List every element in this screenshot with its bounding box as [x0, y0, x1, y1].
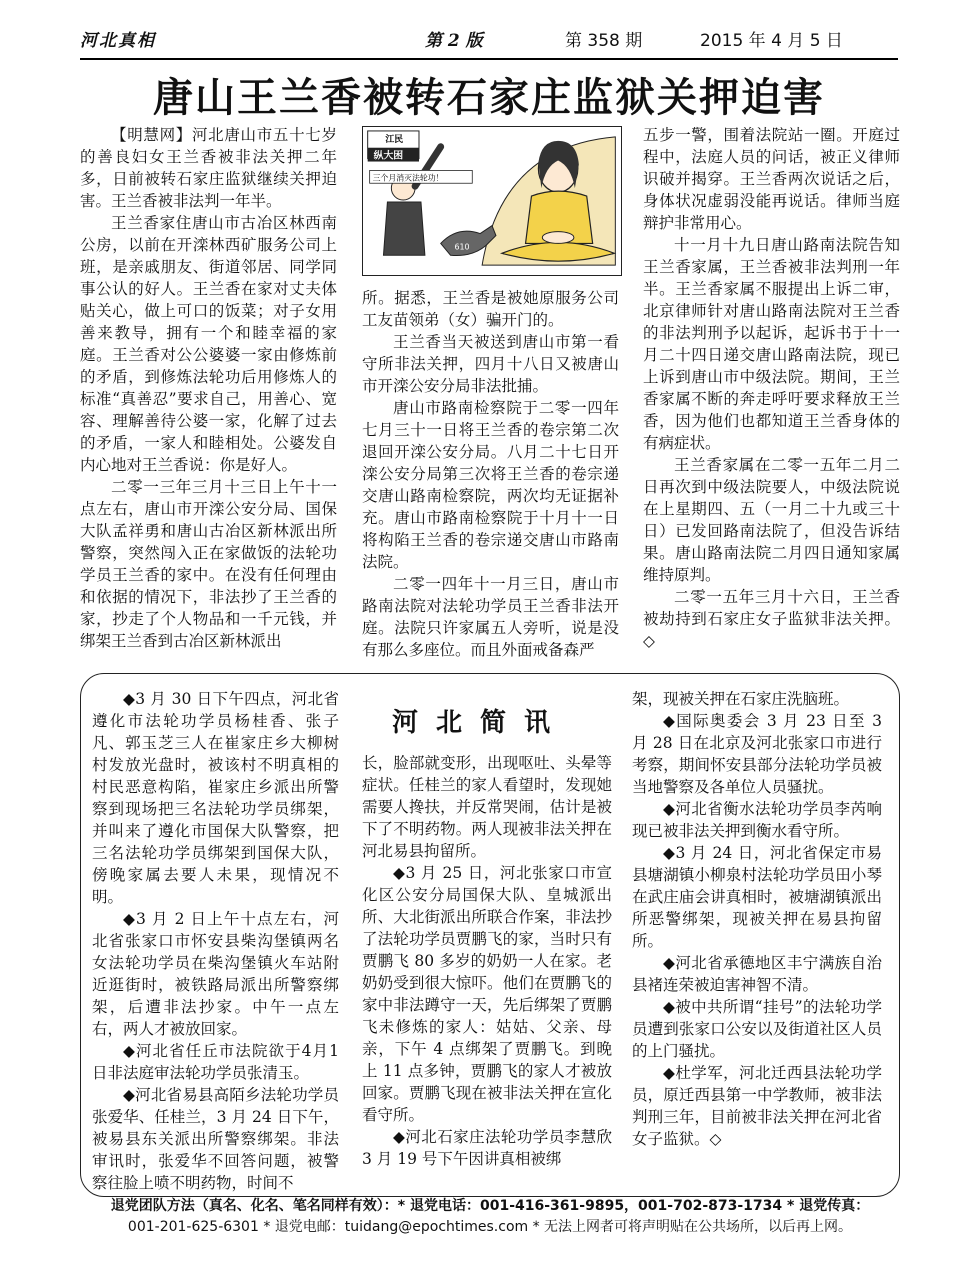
- footer-line-1: 退党团队方法（真名、化名、笔名同样有效）：* 退党电话：001-416-361-9895，001-702-873-1734 * 退党传真：: [110, 1198, 870, 1214]
- article-paragraph: 【明慧网】河北唐山市五十七岁的善良妇女王兰香被非法关押二年多，日前被转石家庄监狱继续关押迫害。王兰香被非法判一年半。: [80, 126, 337, 210]
- article-paragraph: 唐山市路南检察院于二零一四年七月三十一日将王兰香的卷宗第二次退回开滦公安分局。八月二十七日开滦公安分局第三次将王兰香的卷宗递交唐山路南检察院，两次均无证据补充。唐山市路南检察院于十月十一日将构陷王兰香的卷宗递交唐山市路南法院。: [362, 399, 619, 571]
- briefs-column-2: [362, 752, 612, 1170]
- cartoon-label-2: 纵大困: [373, 150, 404, 162]
- brief-item: 长，脸部就变形，出现呕吐、头晕等症状。任桂兰的家人看望时，发现她需要人搀扶，并反常哭闹，估计是被下了不明药物。两人现被非法关押在河北易县拘留所。: [362, 754, 612, 860]
- brief-item: ◆河北省易县高陌乡法轮功学员张爱华、任桂兰，3 月 24 日下午，被易县东关派出所警察绑架。非法审讯时，张爱华不回答问题，被警察往脸上喷不明药物，时间不: [92, 1086, 339, 1192]
- brief-item: ◆3 月 30 日下午四点，河北省遵化市法轮功学员杨桂香、张子凡、郭玉芝三人在崔家庄乡大柳树村发放光盘时，被该村不明真相的村民恶意构陷，崔家庄乡派出所警察到现场把三名法轮功学员绑架，并叫来了遵化市国保大队警察，把三名法轮功学员绑架到国保大队，傍晚家属去要人未果，现情况不明。: [92, 690, 339, 906]
- article-column-2: [362, 287, 619, 661]
- briefs-title: 河北简讯: [391, 708, 568, 738]
- brief-item: 架，现被关押在石家庄洗脑班。: [632, 690, 850, 708]
- masthead: 河北真相: [80, 31, 156, 51]
- cartoon-label-1: 江民: [385, 134, 404, 145]
- article-paragraph: 二零一五年三月十六日，王兰香被劫持到石家庄女子监狱非法关押。◇: [643, 588, 900, 650]
- article-paragraph: 二零一三年三月十三日上午十一点左右，唐山市开滦公安分局、国保大队孟祥勇和唐山古冶区新林派出所警察，突然闯入正在家做饭的法轮功学员王兰香的家中。在没有任何理由和依据的情况下，非法抄了王兰香的家，抄走了个人物品和一千元钱，并绑架王兰香到古冶区新林派出: [80, 478, 337, 650]
- brief-item: ◆河北省衡水法轮功学员李芮响现已被非法关押到衡水看守所。: [632, 800, 882, 840]
- brief-item: ◆3 月 2 日上午十点左右，河北省张家口市怀安县柴沟堡镇两名女法轮功学员在柴沟堡镇火车站附近逛街时，被铁路局派出所警察绑架，后遭非法抄家。中午一点左右，两人才被放回家。: [92, 910, 339, 1038]
- article-paragraph: 十一月十九日唐山路南法院告知王兰香家属，王兰香被非法判刑一年半。王兰香家属不服提出上诉二审，北京律师针对唐山路南法院对王兰香的非法判刑予以起诉，起诉书于十一月二十四日递交唐山路南法院，现已上诉到唐山市中级法院。期间，王兰香家属不断的奔走呼吁要求释放王兰香，因为他们也都知道王兰香身体的有病症状。: [643, 236, 900, 452]
- cartoon-drawing: [363, 127, 621, 275]
- header-rule: [80, 58, 898, 60]
- article-column-1: [80, 124, 337, 652]
- brief-item: ◆3 月 25 日，河北张家口市宣化区公安分局国保大队、皇城派出所、大北街派出所联合作案，非法抄了法轮功学员贾鹏飞的家，当时只有贾鹏飞 80 多岁的奶奶一人在家。老奶奶受到很大惊吓。他们在贾鹏飞的家中非法蹲守一天，先后绑架了贾鹏飞未修炼的家人：姑姑、父亲、母亲，下午 4 点绑架了贾鹏飞。到晚上 11 点多钟，贾鹏飞的家人才被放回家。贾鹏飞现在被非法关押在宣化看守所。: [362, 864, 612, 1124]
- article-paragraph: 所。据悉，王兰香是被她原服务公司工友苗领弟（女）骗开门的。: [362, 289, 619, 329]
- article-paragraph: 王兰香家住唐山市古冶区林西南公房，以前在开滦林西矿服务公司上班，是亲戚朋友、街道邻居、同学同事公认的好人。王兰香在家对丈夫体贴关心，做上可口的饭菜；对子女用善来教导，拥有一个和睦幸福的家庭。王兰香对公公婆婆一家由修炼前的矛盾，到修炼法轮功后用修炼人的标准“真善忍”要求自己，用善心、宽容、理解善待公婆一家，化解了过去的矛盾，一家人和睦相处。公婆发自内心地对王兰香说：你是好人。: [80, 214, 337, 474]
- footer-line-2: 001-201-625-6301 * 退党电邮：tuidang@epochtimes.com * 无法上网者可将声明贴在公共场所，以后再上网。: [127, 1219, 853, 1235]
- issue-date: 2015 年 4 月 5 日: [700, 31, 843, 51]
- brief-item: ◆被中共所谓“挂号”的法轮功学员遭到张家口公安以及街道社区人员的上门骚扰。: [632, 998, 882, 1060]
- cartoon-illustration: [362, 126, 622, 276]
- article-paragraph: 王兰香家属在二零一五年二月二日再次到中级法院要人，中级法院说在上星期四、五（一月二十九或三十日）已发回路南法院了，但没告诉结果。唐山路南法院二月四日通知家属维持原判。: [643, 456, 900, 584]
- article-paragraph: 五步一警，围着法院站一圈。开庭过程中，法庭人员的问话，被正义律师识破并揭穿。王兰香两次说话之后，身体状况虚弱没能再说话。律师当庭辩护非常用心。: [643, 126, 900, 232]
- issue-number: 第 358 期: [565, 31, 643, 51]
- headline: 唐山王兰香被转石家庄监狱关押迫害: [153, 74, 825, 121]
- article-paragraph: 王兰香当天被送到唐山市第一看守所非法关押，四月十八日又被唐山市开滦公安分局非法批捕。: [362, 333, 619, 395]
- briefs-column-3: [632, 688, 882, 1150]
- page-footer: [80, 1196, 900, 1244]
- brief-item: ◆河北石家庄法轮功学员李慧欣 3 月 19 号下午因讲真相被绑: [362, 1128, 612, 1168]
- brief-item: ◆3 月 24 日，河北省保定市易县塘湖镇小柳泉村法轮功学员田小琴在武庄庙会讲真相时，被塘湖镇派出所恶警绑架，现被关押在易县拘留所。: [632, 844, 882, 950]
- brief-item: ◆河北省承德地区丰宁满族自治县褚连荣被迫害神智不清。: [632, 954, 882, 994]
- brief-item: ◆河北省任丘市法院欲于4月1 日非法庭审法轮功学员张清玉。: [92, 1042, 339, 1082]
- brief-item: ◆杜学军，河北迁西县法轮功学员，原迁西县第一中学教师，被非法判刑三年，目前被非法关押在河北省女子监狱。◇: [632, 1064, 882, 1148]
- edition-label: 第 2 版: [425, 31, 483, 51]
- brief-item: ◆国际奥委会 3 月 23 日至 3 月 28 日在北京及河北张家口市进行考察，期间怀安县部分法轮功学员被当地警察及各单位人员骚扰。: [632, 712, 882, 796]
- article-column-3: [643, 124, 900, 652]
- briefs-column-1: [92, 688, 339, 1194]
- article-paragraph: 二零一四年十一月三日，唐山市路南法院对法轮功学员王兰香非法开庭。法院只许家属五人旁听，说是没有那么多座位。而且外面戒备森严: [362, 575, 619, 659]
- page-header: [80, 22, 898, 60]
- cartoon-speech: 三个月消灭法轮功！: [372, 173, 444, 183]
- dog-tag-text: 610: [454, 242, 470, 252]
